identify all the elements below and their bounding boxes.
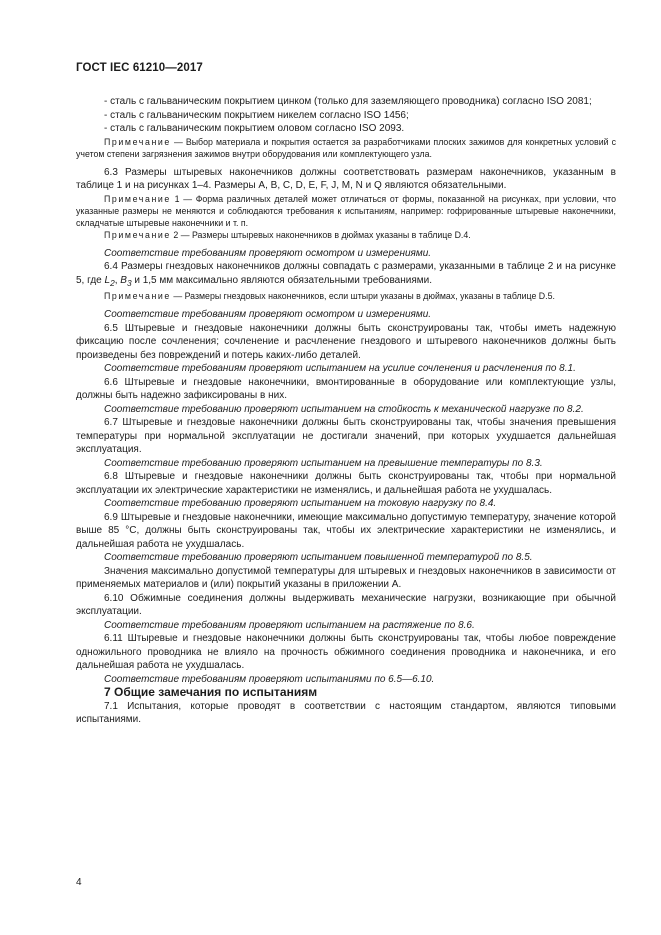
paragraph-6-4 <box>76 260 616 290</box>
list-item: - сталь с гальваническим покрытием никелем согласно ISO 1456; <box>104 109 409 121</box>
note-label: Примечание <box>104 193 171 204</box>
section-heading: 7 Общие замечания по испытаниям <box>104 685 318 699</box>
compliance-6-5: Соответствие требованиям проверяют испытанием на усилие сочленения и расчленения по 8.1. <box>104 363 576 374</box>
separator: , <box>114 274 121 286</box>
paragraph-6-9-temperature: Значения максимально допустимой температуры для штыревых и гнездовых наконечников в зависимости от применяемых материалов и (или) покрытий указаны в приложении А. <box>76 565 616 590</box>
paragraph-6-10: 6.10 Обжимные соединения должны выдерживать механические нагрузки, возникающие при обычной эксплуатации. <box>76 592 616 617</box>
symbol-l2 <box>105 275 115 286</box>
document-header: ГОСТ IEC 61210—2017 <box>76 62 203 74</box>
compliance-6-3: Соответствие требованиям проверяют осмотром и измерениями. <box>104 247 432 259</box>
symbol-b3 <box>120 275 131 286</box>
symbol-l: L <box>104 274 111 286</box>
note-label: Примечание <box>104 136 171 147</box>
paragraph-6-9: 6.9 Штыревые и гнездовые наконечники, имеющие максимально допустимую температуру, значение которой выше 85 °С, должны быть сконструированы так, чтобы их электрические характеристики не изменялись, и дальнейшая работа не ухудшалась. <box>76 511 616 550</box>
note-text: — Выбор материала и покрытия остается за разработчиками плоских зажимов для конкретных условий с учетом степени загрязнения зажимов внутри оборудования или комплектующего узла. <box>76 136 616 159</box>
symbol-b: B <box>120 274 127 286</box>
paragraph-6-8: 6.8 Штыревые и гнездовые наконечники должны быть сконструированы так, чтобы при нормальной эксплуатации их электрические характеристики не изменялись, и дальнейшая работа не ухудшалась. <box>76 471 616 496</box>
page-number: 4 <box>76 877 82 888</box>
paragraph-6-4-part1: 6.4 Размеры гнездовых наконечников должны совпадать с размерами, указанными в таблице 2 и на рисунке 5, где <box>76 261 616 286</box>
paragraph-6-4-part2: и 1,5 мм максимально являются обязательными требованиями. <box>131 274 432 286</box>
compliance-6-6: Соответствие требованию проверяют испытанием на стойкость к механической нагрузке по 8.2. <box>104 403 584 415</box>
page-body <box>76 95 616 727</box>
note-label: Примечание <box>104 291 171 301</box>
list-item: - сталь с гальваническим покрытием цинком (только для заземляющего проводника) согласно ISO 2081; <box>104 96 592 107</box>
paragraph-7-1: 7.1 Испытания, которые проводят в соответствии с настоящим стандартом, являются типовыми испытаниями. <box>76 700 616 725</box>
compliance-6-8: Соответствие требованию проверяют испытанием на токовую нагрузку по 8.4. <box>104 498 497 509</box>
compliance-6-7: Соответствие требованию проверяют испытанием на превышение температуры по 8.3. <box>104 457 543 469</box>
paragraph-6-5: 6.5 Штыревые и гнездовые наконечники должны быть сконструированы так, чтобы иметь надежную фиксацию после сочленения; сочленение и расчленение гнездового и штыревого наконечников должны быть произведены без повреждений и потерь каких-либо деталей. <box>76 322 616 361</box>
note-shape <box>76 193 616 229</box>
compliance-6-11: Соответствие требованиям проверяют испытаниями по 6.5—6.10. <box>104 673 435 685</box>
compliance-6-4: Соответствие требованиям проверяют осмотром и измерениями. <box>104 309 432 320</box>
symbol-b-sub: 3 <box>126 277 132 288</box>
compliance-6-10: Соответствие требованиям проверяют испытанием на растяжение по 8.6. <box>104 619 475 631</box>
paragraph-6-3: 6.3 Размеры штыревых наконечников должны соответствовать размерам наконечников, указанным в таблице 1 и на рисунках 1–4. Размеры A, B, C, D, E, F, J, M, N и Q являются обязательными. <box>76 166 616 191</box>
list-item: - сталь с гальваническим покрытием оловом согласно ISO 2093. <box>104 123 405 134</box>
note-text: — Размеры гнездовых наконечников, если штыри указаны в дюймах, указаны в таблице D.5. <box>170 291 555 301</box>
compliance-6-9: Соответствие требованию проверяют испытанием повышенной температурой по 8.5. <box>104 552 533 563</box>
paragraph-6-7: 6.7 Штыревые и гнездовые наконечники должны быть сконструированы так, чтобы значения превышения температуры при нормальной эксплуатации не достигали значений, при которых ухудшается дальнейшая эксплуатация. <box>76 417 616 455</box>
paragraph-6-11: 6.11 Штыревые и гнездовые наконечники должны быть сконструированы так, чтобы любое повреждение одножильного проводника не влияло на прочность обжимного соединения проводника и наконечника, и его дальнейшая работа не ухудшалась. <box>76 633 616 671</box>
note-material <box>76 136 616 160</box>
note-text: 1 — Форма различных деталей может отличаться от формы, показанной на рисунках, при условии, что указанные размеры не меняются и соблюдаются требования к испытаниям, например: гофрированные штыревые наконечники, складчатые штыревые наконечники и т. п. <box>76 193 616 228</box>
note-inches-pins <box>76 229 616 241</box>
symbol-l-sub: 2 <box>110 277 115 288</box>
paragraph-6-6: 6.6 Штыревые и гнездовые наконечники, вмонтированные в оборудование или комплектующие узлы, должны быть надежно зафиксированы в них. <box>76 376 616 401</box>
note-text: 2 — Размеры штыревых наконечников в дюймах указаны в таблице D.4. <box>170 229 471 240</box>
note-label: Примечание <box>104 229 171 240</box>
note-inches-sockets <box>76 290 616 302</box>
